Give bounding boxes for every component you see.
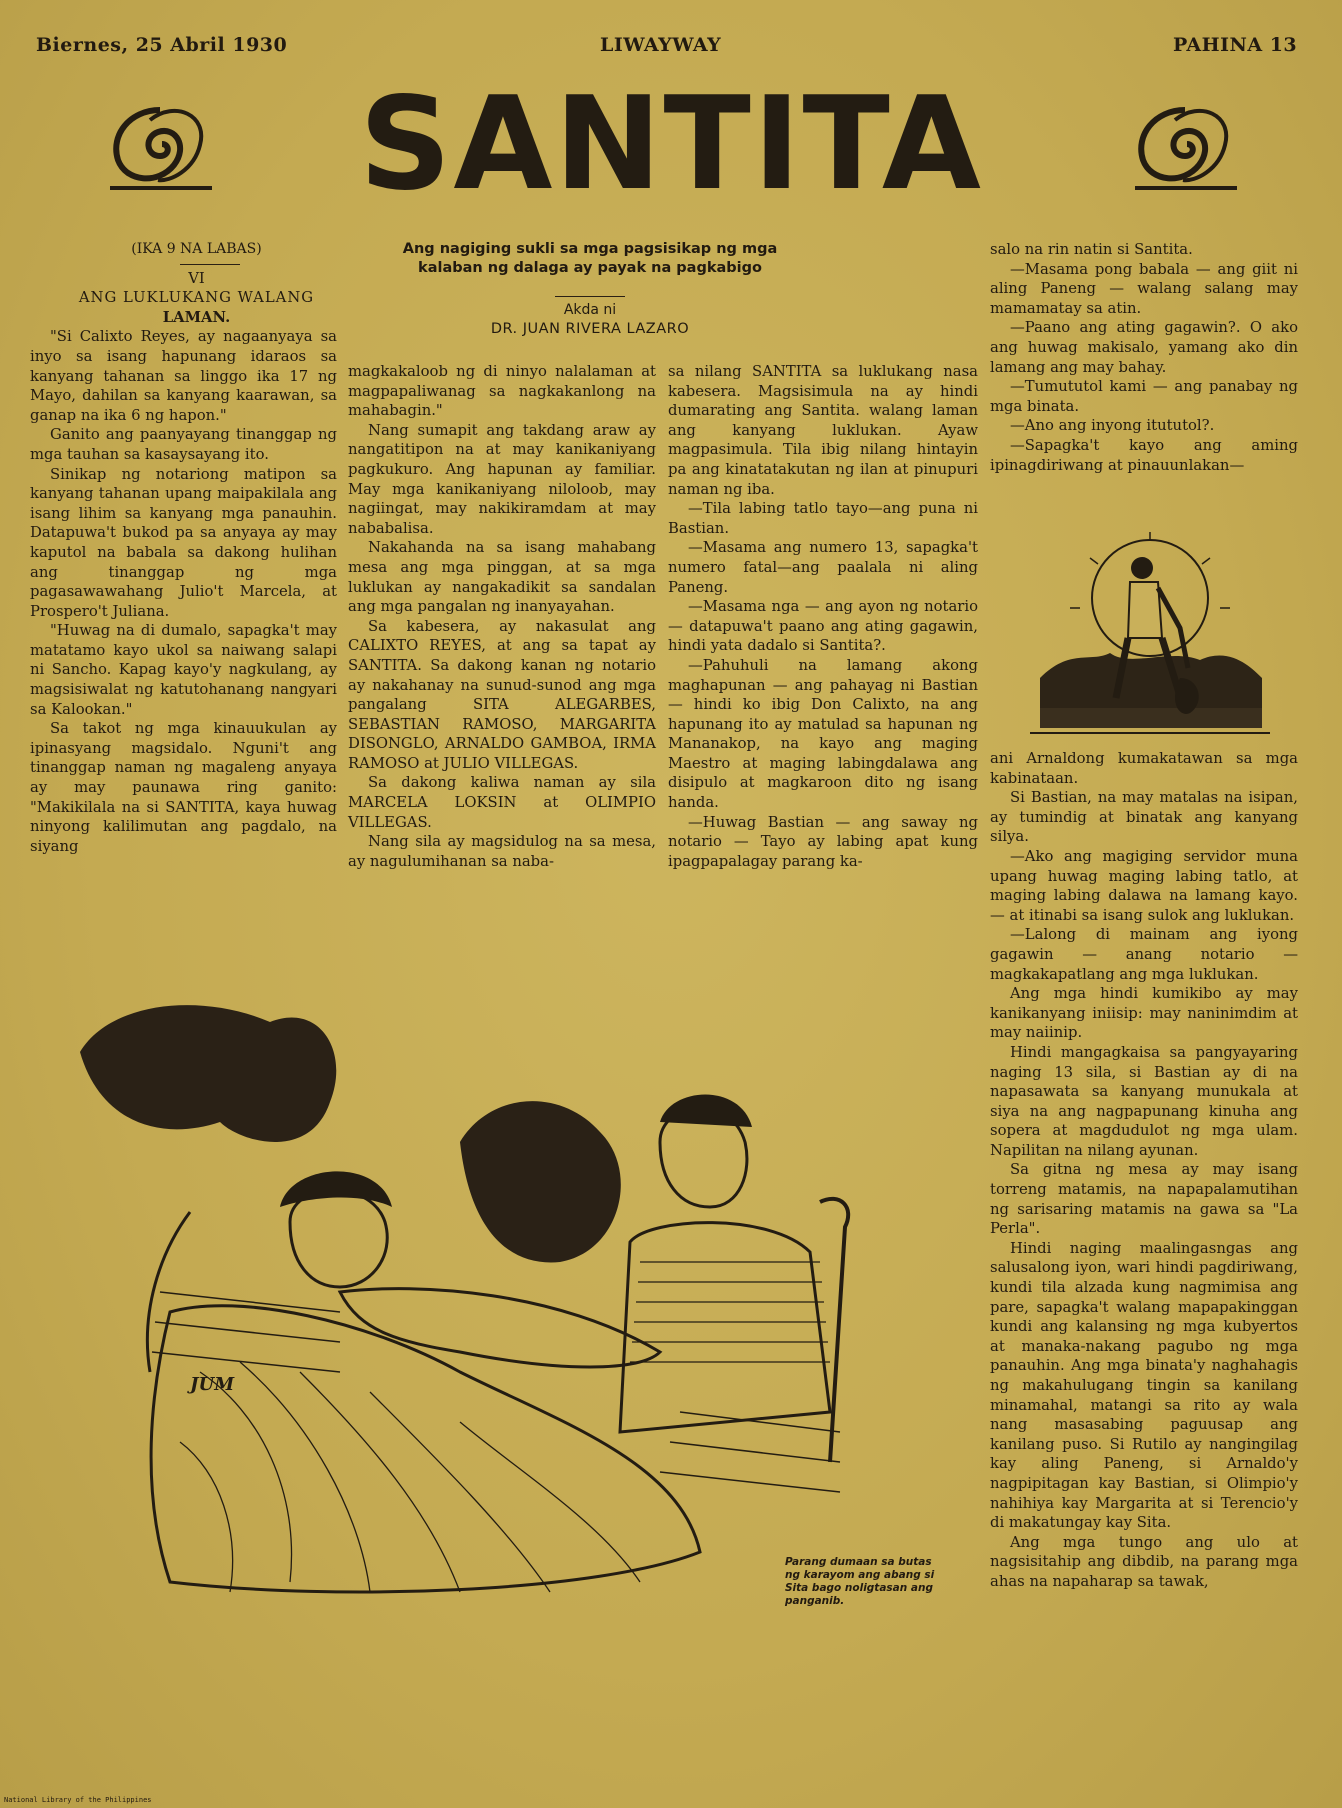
masthead bbox=[0, 70, 1342, 219]
column-1 bbox=[30, 240, 337, 856]
paragraph: Ang mga hindi kumikibo ay may kanikanyang iniisip: may naninimdim at may naiinip. bbox=[990, 985, 1298, 1042]
byline-rule bbox=[555, 296, 625, 297]
story-title: SANTITA bbox=[359, 70, 983, 219]
illustration-caption: Parang dumaan sa butas ng karayom ang abang si Sita bago noligtasan ang panganib. bbox=[785, 1556, 935, 1607]
paragraph: —Tumututol kami — ang panabay ng mga binata. bbox=[990, 378, 1298, 415]
story-subtitle: Ang nagiging sukli sa mga pagsisikap ng mga kalaban ng dalaga ay payak na pagkabigo bbox=[402, 241, 778, 276]
paragraph: Sa gitna ng mesa ay may isang torreng matamis, na napapalamutihan ng sarisaring matamis na gawa sa "La Perla". bbox=[990, 1161, 1298, 1238]
paragraph: Nang sumapit ang takdang araw ay nangatitipon na at may kanikaniyang pagkukuro. Ang hapunan ay familiar. May mga kanikaniyang niloloob, may nagiingat, may nakikiramdam at may nababalisa. bbox=[348, 421, 656, 537]
installment-label: (IKA 9 NA LABAS) bbox=[131, 241, 262, 257]
akda-label: Akda ni bbox=[563, 302, 617, 318]
left-flourish-icon bbox=[100, 90, 220, 200]
header-magazine: LIWAYWAY bbox=[600, 34, 722, 56]
paragraph: salo na rin natin si Santita. bbox=[990, 241, 1193, 258]
header-page-number: PAHINA 13 bbox=[1173, 34, 1298, 56]
paragraph: Hindi naging maalingasngas ang salusalong iyon, wari hindi pagdiriwang, kundi tila alzada kung nagmimisa ang pare, sapagka't walang mapapakinggan kundi ang kalansing ng mga kubyertos at manaka-nakang pagubo ng mga panauhin. Ang mga binata'y naghahagis ng makahulugang tingin sa kanilang minamahal, matangi sa rito ay wala nang masasabing paguusap ang kanilang puso. Si Rutilo ay nangingilag kay aling Paneng, si Arnaldo'y nagpipitagan kay Bastian, si Olimpio'y nahihiya kay Margarita at si Terencio'y di makatungay kay Sita. bbox=[990, 1239, 1298, 1532]
paragraph: Sa kabesera, ay nakasulat ang CALIXTO REYES, at ang sa tapat ay SANTITA. Sa dakong kanan ng notario ay nakahanay na sunud-sunod ang mga pangalang SITA ALEGARBES, SEBASTIAN RAMOSO, MARGARITA DISONGLO, ARNALDO GAMBOA, IRMA RAMOSO at JULIO VILLEGAS. bbox=[348, 617, 656, 772]
paragraph: —Masama nga — ang ayon ng notario — datapuwa't paano ang ating gagawin, hindi yata dadalo si Santita?. bbox=[668, 598, 978, 655]
paragraph: —Tila labing tatlo tayo—ang puna ni Bastian. bbox=[668, 500, 978, 537]
installment-rule bbox=[180, 264, 240, 265]
artist-signature: JUM bbox=[190, 1374, 235, 1395]
paragraph: "Huwag na di dumalo, sapagka't may matatamo kayo ukol sa naiwang salapi ni Sancho. Kapag kayo'y nagkulang, ay magsisiwalat ng katutohanang nangyari sa Kalookan." bbox=[30, 622, 337, 718]
header-date: Biernes, 25 Abril 1930 bbox=[36, 34, 288, 56]
paragraph: Nang sila ay magsidulog na sa mesa, ay nagulumihanan sa naba- bbox=[348, 833, 656, 870]
paragraph: —Ako ang magiging servidor muna upang huwag maging labing tatlo, at maging labing dalawa na lamang kayo. — at itinabi sa isang sulok ang luklukan. bbox=[990, 847, 1298, 924]
paragraph: —Huwag Bastian — ang saway ng notario — Tayo ay labing apat kung ipagpapalagay parang ka- bbox=[668, 813, 978, 870]
vignette-illustration bbox=[1030, 528, 1270, 743]
library-credit: National Library of the Philippines bbox=[4, 1796, 152, 1804]
paragraph: Sa dakong kaliwa naman ay sila MARCELA LOKSIN at OLIMPIO VILLEGAS. bbox=[348, 774, 656, 831]
paragraph: Hindi mangagkaisa sa pangyayaring naging 13 sila, si Bastian ay di na napasawata sa kanyang munukala at siya na ang nagpapunang kinuha ang sopera at magdudulot ng mga ulam. Napilitan na nilang ayunan. bbox=[990, 1043, 1298, 1159]
paragraph: —Pahuhuli na lamang akong maghapunan — ang pahayag ni Bastian — hindi ko ibig Don Calixto, na ang hapunang ito ay matulad sa hapunan ng Mananakop, na kayo ang maging Maestro at maging labingdalawa ang disipulo at magkaroon dito ng isang handa. bbox=[668, 656, 978, 812]
chapter-title-2: LAMAN. bbox=[162, 308, 231, 326]
paragraph: Sinikap ng notariong matipon sa kanyang tahanan upang maipakilala ang isang lihim sa kanyang mga panauhin. Datapuwa't bukod pa sa anyaya ay may kaputol na babala sa dakong hulihan ang tinanggap ng mga pagasawawahang Julio't Marcela, at Prospero't Juliana. bbox=[30, 465, 337, 620]
column-4-top bbox=[990, 240, 1298, 475]
column-3 bbox=[668, 362, 978, 871]
paragraph: magkakaloob ng di ninyo nalalaman at magpapaliwanag sa nagkakanlong na mahabagin." bbox=[348, 363, 656, 420]
author-name: DR. JUAN RIVERA LAZARO bbox=[490, 321, 690, 337]
paragraph: Sa takot ng mga kinauukulan ay ipinasyang magsidalo. Nguni't ang tinanggap naman ng magaleng anyaya ay may paunawa ring ganito: "Makikilala na si SANTITA, kaya huwag ninyong kalilimutan ang pagdalo, na siyang bbox=[30, 720, 337, 855]
paragraph: Nakahanda na sa isang mahabang mesa ang mga pinggan, at sa mga luklukan ay nangakadikit sa sandalan ang mga pangalan ng inanyayahan. bbox=[348, 539, 656, 616]
column-4-bottom bbox=[990, 749, 1298, 1592]
chapter-number: VI bbox=[188, 269, 205, 287]
paragraph: —Paano ang ating gagawin?. O ako ang huwag makisalo, yamang ako din lamang ang may bahay. bbox=[990, 319, 1298, 376]
paragraph: ani Arnaldong kumakatawan sa mga kabinataan. bbox=[990, 750, 1298, 787]
paragraph: —Sapagka't kayo ang aming ipinagdiriwang at pinauunlakan— bbox=[990, 436, 1298, 474]
paragraph: Ganito ang paanyayang tinanggap ng mga tauhan sa kasaysayang ito. bbox=[30, 426, 337, 463]
chapter-title: ANG LUKLUKANG WALANG bbox=[78, 289, 315, 307]
paragraph: sa nilang SANTITA sa luklukang nasa kabesera. Magsisimula na ay hindi dumarating ang Santita. walang laman ang kanyang luklukan. Ayaw magpasimula. Tila ibig nilang hintayin pa ang kinatatakutan ng ilan at pinupuri naman ng iba. bbox=[668, 363, 978, 498]
paragraph: —Lalong di mainam ang iyong gagawin — anang notario — magkakapatlang ang mga luklukan. bbox=[990, 926, 1298, 983]
paragraph: —Masama pong babala — ang giit ni aling Paneng — walang salang may mamamatay sa atin. bbox=[990, 260, 1298, 317]
byline-block bbox=[400, 240, 780, 339]
paragraph: "Si Calixto Reyes, ay nagaanyaya sa inyo sa isang hapunang idaraos sa kanyang tahanan sa linggo ika 17 ng Mayo, dahilan sa kanyang kaarawan, sa ganap na ika 6 ng hapon." bbox=[30, 328, 337, 424]
main-illustration bbox=[40, 992, 980, 1652]
column-2 bbox=[348, 362, 656, 871]
paragraph: —Masama ang numero 13, sapagka't numero fatal—ang paalala ni aling Paneng. bbox=[668, 539, 978, 596]
paragraph: Si Bastian, na may matalas na isipan, ay tumindig at binatak ang kanyang silya. bbox=[990, 789, 1298, 846]
paragraph: —Ano ang inyong itututol?. bbox=[1010, 417, 1215, 435]
right-flourish-icon bbox=[1125, 90, 1245, 200]
paragraph: Ang mga tungo ang ulo at nagsisitahip ang dibdib, na parang mga ahas na napaharap sa tawak, bbox=[990, 1533, 1298, 1590]
